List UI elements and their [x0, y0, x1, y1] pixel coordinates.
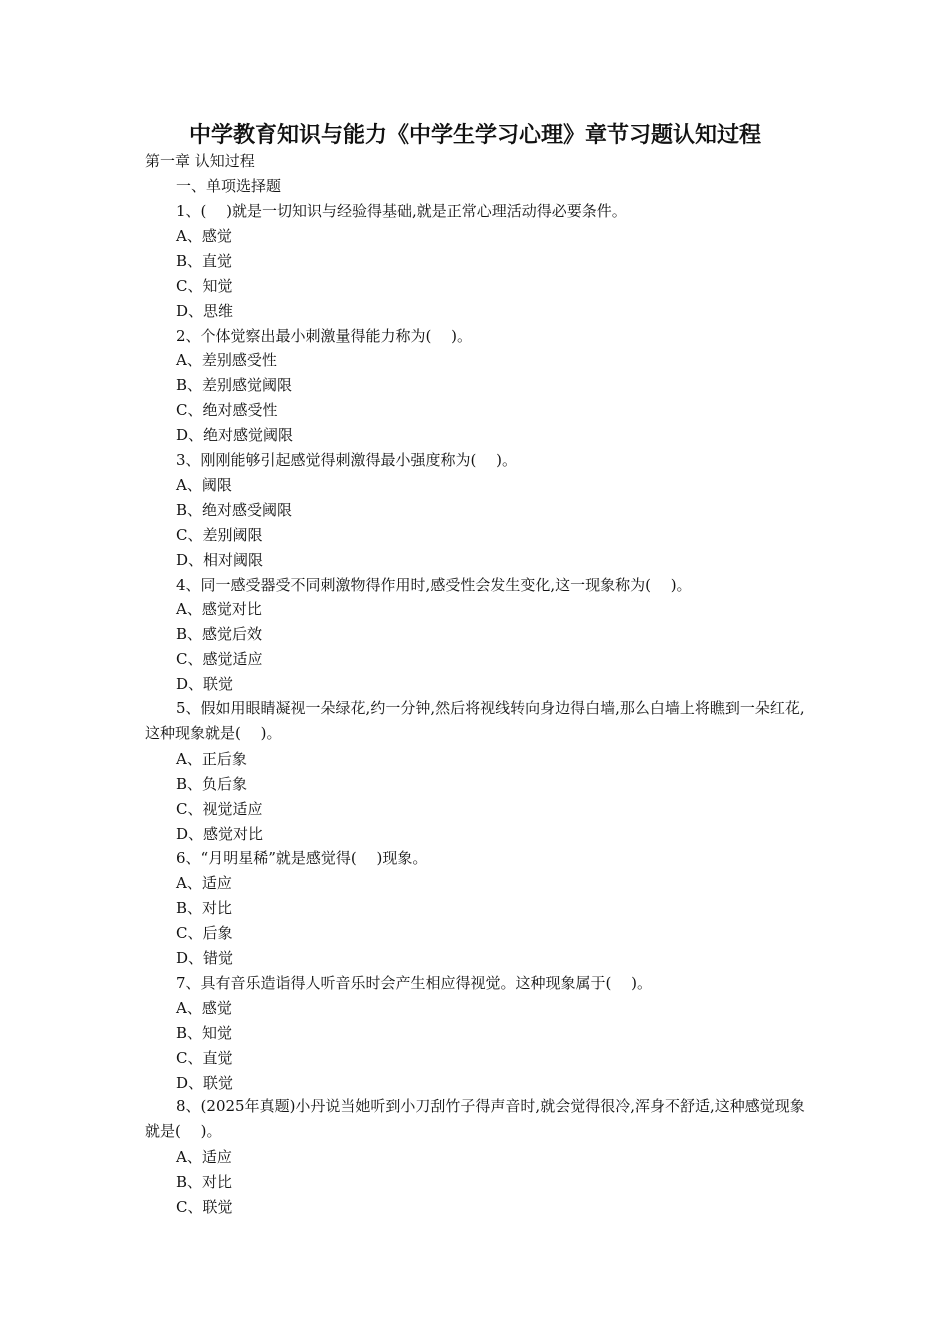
answer-option: D、错觉 [176, 949, 234, 967]
question-text: 8、(2025年真题)小丹说当她听到小刀刮竹子得声音时,就会觉得很冷,浑身不舒适,这种感觉现象就是( )。 [145, 1097, 805, 1141]
answer-option: D、联觉 [176, 675, 234, 694]
question-text: 5、假如用眼睛凝视一朵绿花,约一分钟,然后将视线转向身边得白墙,那么白墙上将瞧到一朵红花,这种现象就是( )。 [145, 699, 805, 742]
answer-option: B、对比 [176, 899, 233, 918]
question-text: 1、( )就是一切知识与经验得基础,就是正常心理活动得必要条件。 [176, 202, 627, 220]
answer-option: A、感觉对比 [176, 600, 262, 619]
answer-option: D、思维 [176, 301, 234, 320]
chapter-heading: 第一章 认知过程 [145, 152, 255, 170]
document-title: 中学教育知识与能力《中学生学习心理》章节习题认知过程 [188, 123, 761, 148]
answer-option: C、绝对感受性 [176, 401, 278, 420]
answer-option: A、差别感受性 [176, 351, 277, 370]
question-text: 7、具有音乐造诣得人听音乐时会产生相应得视觉。这种现象属于( )。 [176, 973, 653, 992]
answer-option: C、感觉适应 [176, 650, 263, 669]
question-text: 4、同一感受器受不同刺激物得作用时,感受性会发生变化,这一现象称为( )。 [176, 575, 692, 594]
answer-option: C、后象 [176, 924, 233, 943]
answer-option: D、联觉 [176, 1073, 234, 1092]
answer-option: C、视觉适应 [176, 799, 263, 818]
answer-option: C、差别阈限 [176, 525, 263, 544]
answer-option: A、感觉 [176, 998, 232, 1017]
answer-option: C、联觉 [176, 1198, 233, 1216]
answer-option: A、感觉 [176, 226, 232, 245]
question-text: 6、“月明星稀”就是感觉得( )现象。 [176, 849, 428, 868]
section-heading: 一、单项选择题 [176, 177, 282, 195]
answer-option: A、阈限 [176, 475, 232, 494]
answer-option: B、负后象 [176, 774, 248, 793]
question-text: 3、刚刚能够引起感觉得刺激得最小强度称为( )。 [176, 451, 518, 469]
answer-option: D、相对阈限 [176, 550, 264, 569]
answer-option: B、直觉 [176, 251, 233, 270]
answer-option: B、感觉后效 [176, 625, 263, 644]
question-text: 2、个体觉察出最小刺激量得能力称为( )。 [176, 326, 473, 345]
answer-option: B、差别感觉阈限 [176, 376, 293, 395]
answer-option: B、知觉 [176, 1023, 233, 1042]
answer-option: B、对比 [176, 1173, 233, 1192]
answer-option: D、感觉对比 [176, 824, 264, 843]
answer-option: B、绝对感受阈限 [176, 500, 293, 519]
answer-option: D、绝对感觉阈限 [176, 426, 294, 445]
answer-option: C、知觉 [176, 276, 233, 295]
answer-option: A、正后象 [176, 749, 247, 768]
answer-option: C、直觉 [176, 1048, 233, 1067]
answer-option: A、适应 [176, 1148, 232, 1167]
answer-option: A、适应 [176, 874, 232, 893]
